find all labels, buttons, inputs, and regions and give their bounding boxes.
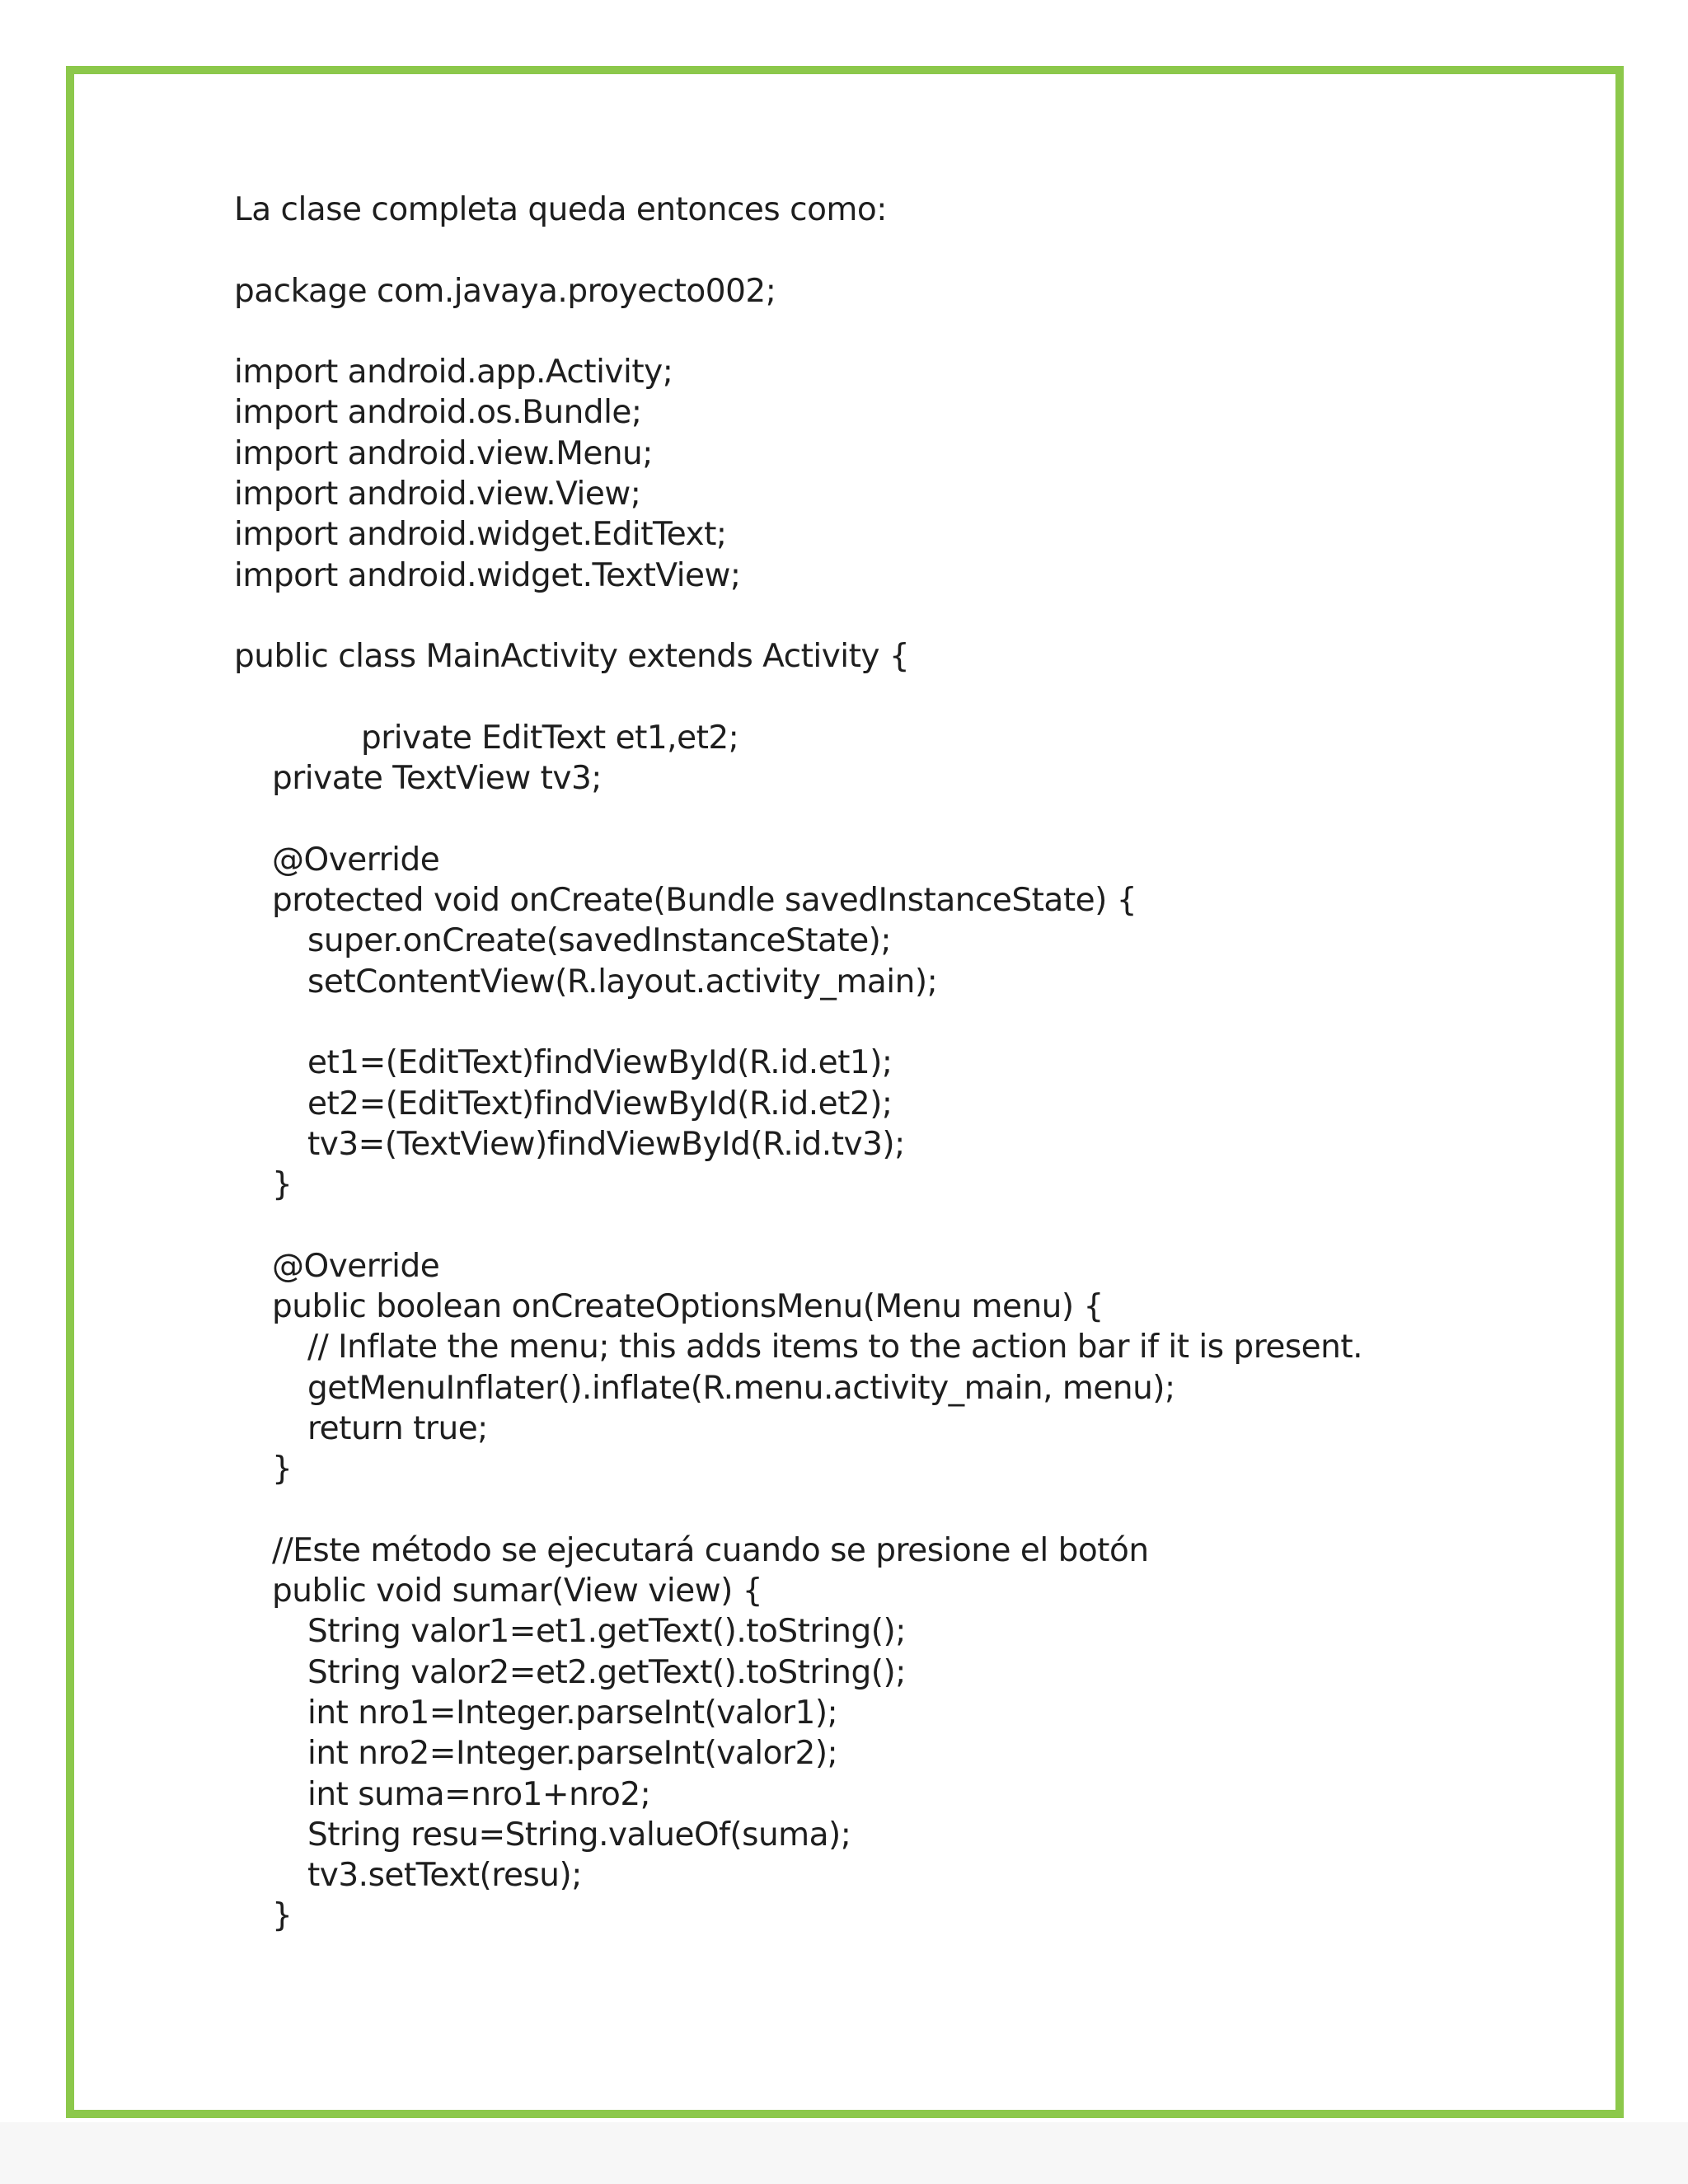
spacer bbox=[234, 230, 1586, 270]
code-line: getMenuInflater().inflate(R.menu.activity_main, menu); bbox=[307, 1369, 1175, 1407]
import-line: import android.app.Activity; bbox=[234, 354, 673, 391]
code-line: super.onCreate(savedInstanceState); bbox=[307, 922, 892, 960]
import-line: import android.view.View; bbox=[234, 476, 641, 513]
import-line: import android.widget.TextView; bbox=[234, 556, 741, 594]
method-signature: public void sumar(View view) { bbox=[272, 1572, 763, 1610]
spacer bbox=[234, 1205, 1586, 1245]
import-line: import android.view.Menu; bbox=[234, 434, 653, 472]
annotation: @Override bbox=[272, 1247, 440, 1285]
field-declaration: private TextView tv3; bbox=[272, 760, 602, 798]
spacer bbox=[234, 1490, 1586, 1530]
code-line: setContentView(R.layout.activity_main); bbox=[307, 963, 938, 1001]
annotation: @Override bbox=[272, 841, 440, 879]
method-signature: public boolean onCreateOptionsMenu(Menu menu) { bbox=[272, 1288, 1104, 1326]
page-bottom-margin bbox=[0, 2122, 1688, 2184]
code-line: int suma=nro1+nro2; bbox=[307, 1775, 651, 1813]
closing-brace: } bbox=[272, 1451, 293, 1488]
closing-brace: } bbox=[272, 1166, 293, 1204]
code-line: int nro1=Integer.parseInt(valor1); bbox=[307, 1694, 838, 1732]
spacer bbox=[234, 1002, 1586, 1043]
closing-brace: } bbox=[272, 1897, 293, 1935]
method-signature: protected void onCreate(Bundle savedInstanceState) { bbox=[272, 882, 1137, 920]
intro-text: La clase completa queda entonces como: bbox=[234, 191, 887, 228]
code-line: et1=(EditText)findViewById(R.id.et1); bbox=[307, 1044, 893, 1082]
code-comment: //Este método se ejecutará cuando se presione el botón bbox=[272, 1531, 1149, 1569]
code-line: String valor1=et1.getText().toString(); bbox=[307, 1613, 906, 1651]
code-listing bbox=[234, 190, 1586, 1937]
code-line: tv3=(TextView)findViewById(R.id.tv3); bbox=[307, 1125, 905, 1163]
code-line: String resu=String.valueOf(suma); bbox=[307, 1816, 851, 1854]
code-line: tv3.setText(resu); bbox=[307, 1857, 582, 1895]
code-line: int nro2=Integer.parseInt(valor2); bbox=[307, 1735, 838, 1773]
code-line: return true; bbox=[307, 1409, 488, 1447]
import-line: import android.widget.EditText; bbox=[234, 516, 727, 554]
spacer bbox=[234, 677, 1586, 718]
class-declaration: public class MainActivity extends Activity { bbox=[234, 638, 910, 676]
spacer bbox=[234, 312, 1586, 352]
import-line: import android.os.Bundle; bbox=[234, 394, 642, 432]
code-line: et2=(EditText)findViewById(R.id.et2); bbox=[307, 1085, 893, 1122]
code-comment: // Inflate the menu; this adds items to the action bar if it is present. bbox=[307, 1329, 1363, 1366]
spacer bbox=[234, 596, 1586, 636]
code-line: String valor2=et2.getText().toString(); bbox=[307, 1653, 906, 1691]
field-declaration: private EditText et1,et2; bbox=[361, 719, 739, 757]
spacer bbox=[234, 799, 1586, 839]
package-line: package com.javaya.proyecto002; bbox=[234, 272, 776, 310]
